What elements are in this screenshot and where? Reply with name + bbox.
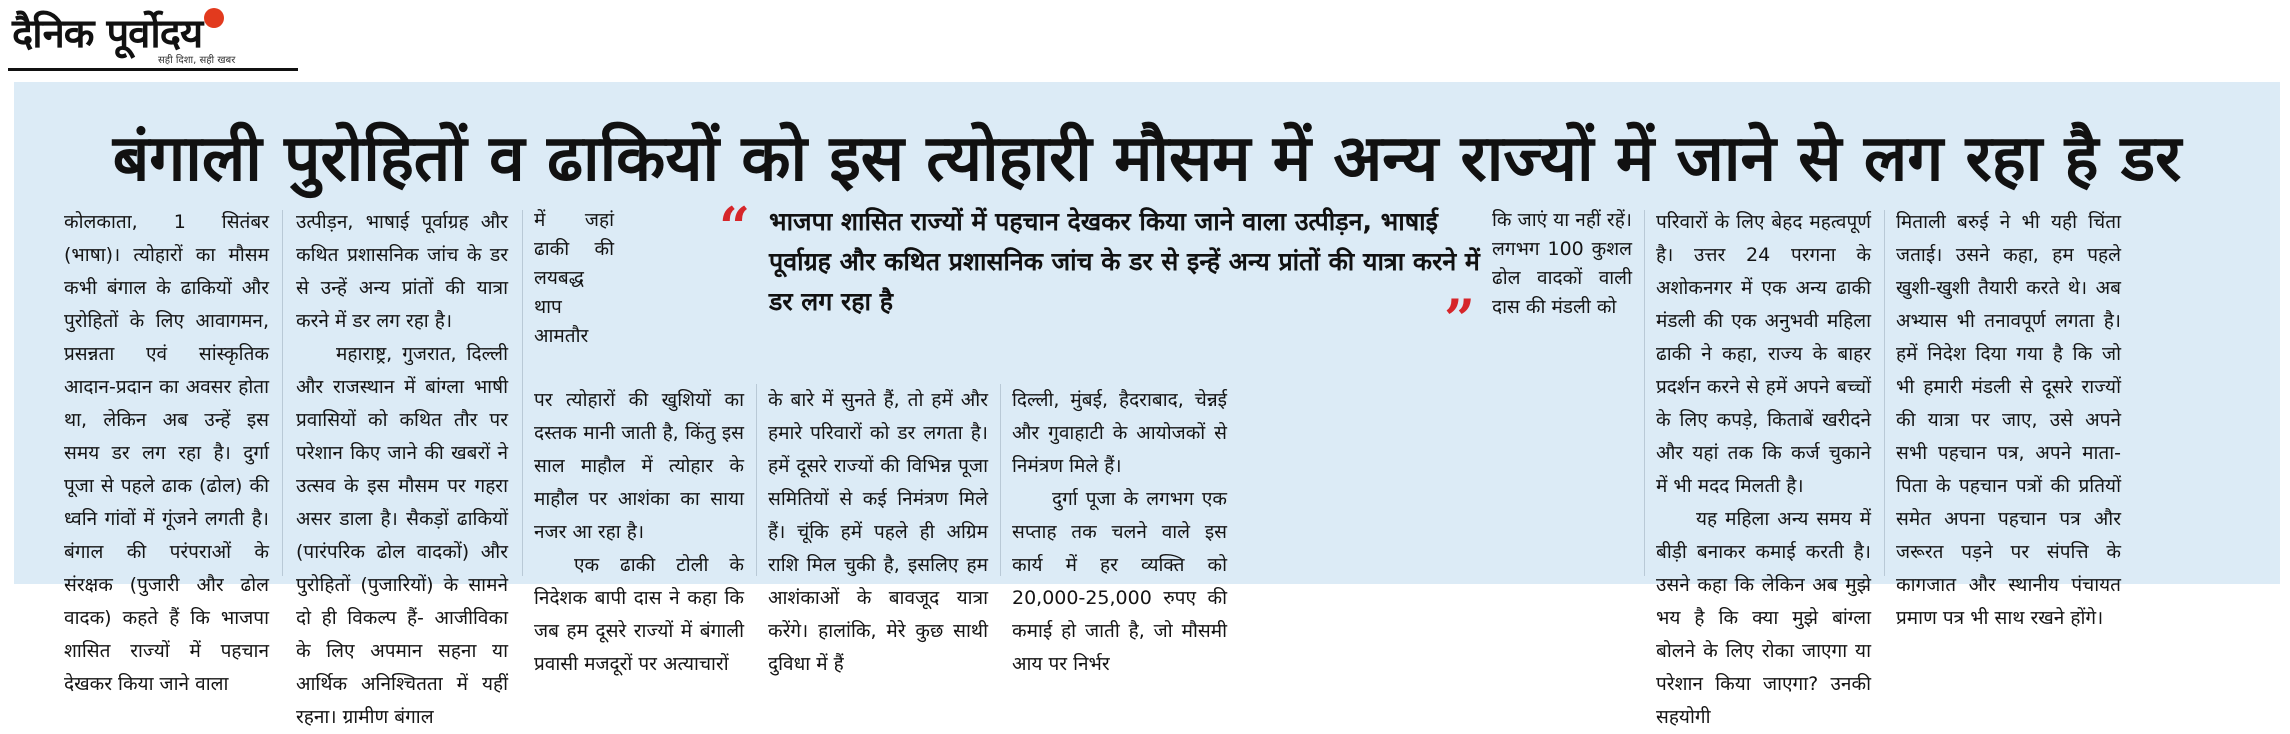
column-3-top-text: में जहां ढाकी की लयबद्ध थाप आमतौर: [534, 209, 614, 347]
column-5-para-2: दुर्गा पूजा के लगभग एक सप्ताह तक चलने वाले इस कार्य में हर व्यक्ति को 20,000-25,000 रुपए की कमाई हो जाती है, जो मौसमी आय पर निर्भर: [1012, 488, 1227, 675]
headline: बंगाली पुरोहितों व ढाकियों को इस त्योहारी मौसम में अन्य राज्यों में जाने से लग रहा है डर: [112, 122, 2182, 196]
column-6-top-text: कि जाएं या नहीं रहें। लगभग 100 कुशल ढोल वादकों वाली दास की मंडली को: [1492, 209, 1632, 318]
column-3-bottom-text: पर त्योहारों की खुशियों का दस्तक मानी जाती है, किंतु इस साल माहौल में त्योहार के माहौल पर आशंका का साया नजर आ रहा है।: [534, 389, 744, 543]
article-panel: [14, 82, 2280, 728]
column-8-text: मिताली बरुई ने भी यही चिंता जताई। उसने कहा, हम पहले खुशी-खुशी तैयारी करते थे। अब अभ्यास भी तनावपूर्ण लगता है। हमें निदेश दिया गया है कि जो भी हमारी मंडली से दूसरे राज्यों की यात्रा पर जाए, उसे अपने सभी पहचान पत्र, अपने माता-पिता के पहचान पत्रों की प्रतियों समेत अपना पहचान पत्र और जरूरत पड़ने पर संपत्ति के कागजात और स्थानीय पंचायत प्रमाण पत्र भी साथ रखने होंगे।: [1896, 211, 2121, 629]
masthead: [8, 4, 298, 72]
masthead-dot-icon: [204, 8, 224, 28]
column-2-para-1: उत्पीड़न, भाषाई पूर्वाग्रह और कथित प्रशासनिक जांच के डर से उन्हें अन्य प्रांतों की यात्रा करने में डर लग रहा है।: [296, 211, 508, 332]
column-divider: [1644, 210, 1645, 576]
article-column-7: [1656, 206, 1871, 728]
open-quote-icon: “: [719, 195, 751, 259]
article-column-6-top: [1492, 206, 1632, 378]
article-column-3-top: [534, 206, 614, 378]
masthead-rule: [8, 68, 298, 71]
pull-quote: भाजपा शासित राज्यों में पहचान देखकर किया जाने वाला उत्पीड़न, भाषाई पूर्वाग्रह और कथित प्रशासनिक जांच के डर से इन्हें अन्य प्रांतों की यात्रा करने में डर लग रहा है: [769, 207, 1480, 316]
masthead-tagline: सही दिशा, सही खबर: [158, 55, 236, 66]
article-column-3-bottom: [534, 384, 744, 675]
article-column-1: [64, 206, 269, 695]
article-column-2: [296, 206, 508, 728]
column-4-text: के बारे में सुनते हैं, तो हमें और हमारे परिवारों को डर लगता है। हमें दूसरे राज्यों की विभिन्न पूजा समितियों से कई निमंत्रण मिले हैं। चूंकि हमें पहले ही अग्रिम राशि मिल चुकी है, इसलिए हम आशंकाओं के बावजूद यात्रा करेंगे। हालांकि, मेरे कुछ साथी दुविधा में हैं: [768, 389, 988, 675]
article-column-4: [768, 384, 988, 675]
column-divider: [522, 210, 523, 576]
article-column-8: [1896, 206, 2121, 629]
column-divider: [756, 384, 757, 576]
column-7-para-1: परिवारों के लिए बेहद महत्वपूर्ण है। उत्तर 24 परगना के अशोकनगर में एक अन्य ढाकी मंडली की एक अनुभवी महिला ढाकी ने कहा, राज्य के बाहर प्रदर्शन करने से हमें अपने बच्चों के लिए कपड़े, किताबें खरीदने और यहां तक कि कर्ज चुकाने में भी मदद मिलती है।: [1656, 211, 1871, 497]
column-1-text: कोलकाता, 1 सितंबर (भाषा)। त्योहारों का मौसम कभी बंगाल के ढाकियों और पुरोहितों के लिए आवागमन, प्रसन्नता एवं सांस्कृतिक आदान-प्रदान का अवसर होता था, लेकिन अब उन्हें इस समय डर लग रहा है। दुर्गा पूजा से पहले ढाक (ढोल) की ध्वनि गांवों में गूंजने लगती है। बंगाल की परंपराओं के संरक्षक (पुजारी और ढोल वादक) कहते हैं कि भाजपा शासित राज्यों में पहचान देखकर किया जाने वाला: [64, 211, 269, 695]
close-quote-icon: ”: [1444, 287, 1476, 351]
column-5-text: दिल्ली, मुंबई, हैदराबाद, चेन्नई और गुवाहाटी के आयोजकों से निमंत्रण मिले हैं।: [1012, 389, 1227, 477]
column-divider: [282, 210, 283, 576]
article-column-5: [1012, 384, 1227, 675]
column-divider: [1000, 384, 1001, 576]
newspaper-title: [12, 4, 224, 59]
column-divider: [1884, 210, 1885, 576]
column-2-para-2: महाराष्ट्र, गुजरात, दिल्ली और राजस्थान में बांग्ला भाषी प्रवासियों को कथित तौर पर परेशान किए जाने की खबरों ने उत्सव के इस मौसम पर गहरा असर डाला है। सैकड़ों ढाकियों (पारंपरिक ढोल वादकों) और पुरोहितों (पुजारियों) के सामने दो ही विकल्प हैं- आजीविका के लिए अपमान सहना या आर्थिक अनिश्चितता में यहीं रहना। ग्रामीण बंगाल: [296, 343, 508, 728]
newspaper-name: दैनिक पूर्वोदय: [12, 11, 203, 57]
column-3-para-2: एक ढाकी टोली के निदेशक बापी दास ने कहा कि जब हम दूसरे राज्यों में बंगाली प्रवासी मजदूरों पर अत्याचारों: [534, 554, 744, 675]
column-7-para-2: यह महिला अन्य समय में बीड़ी बनाकर कमाई करती है। उसने कहा कि लेकिन अब मुझे भय है कि क्या मुझे बांग्ला बोलने के लिए रोका जाएगा या परेशान किया जाएगा? उनकी सहयोगी: [1656, 508, 1871, 728]
